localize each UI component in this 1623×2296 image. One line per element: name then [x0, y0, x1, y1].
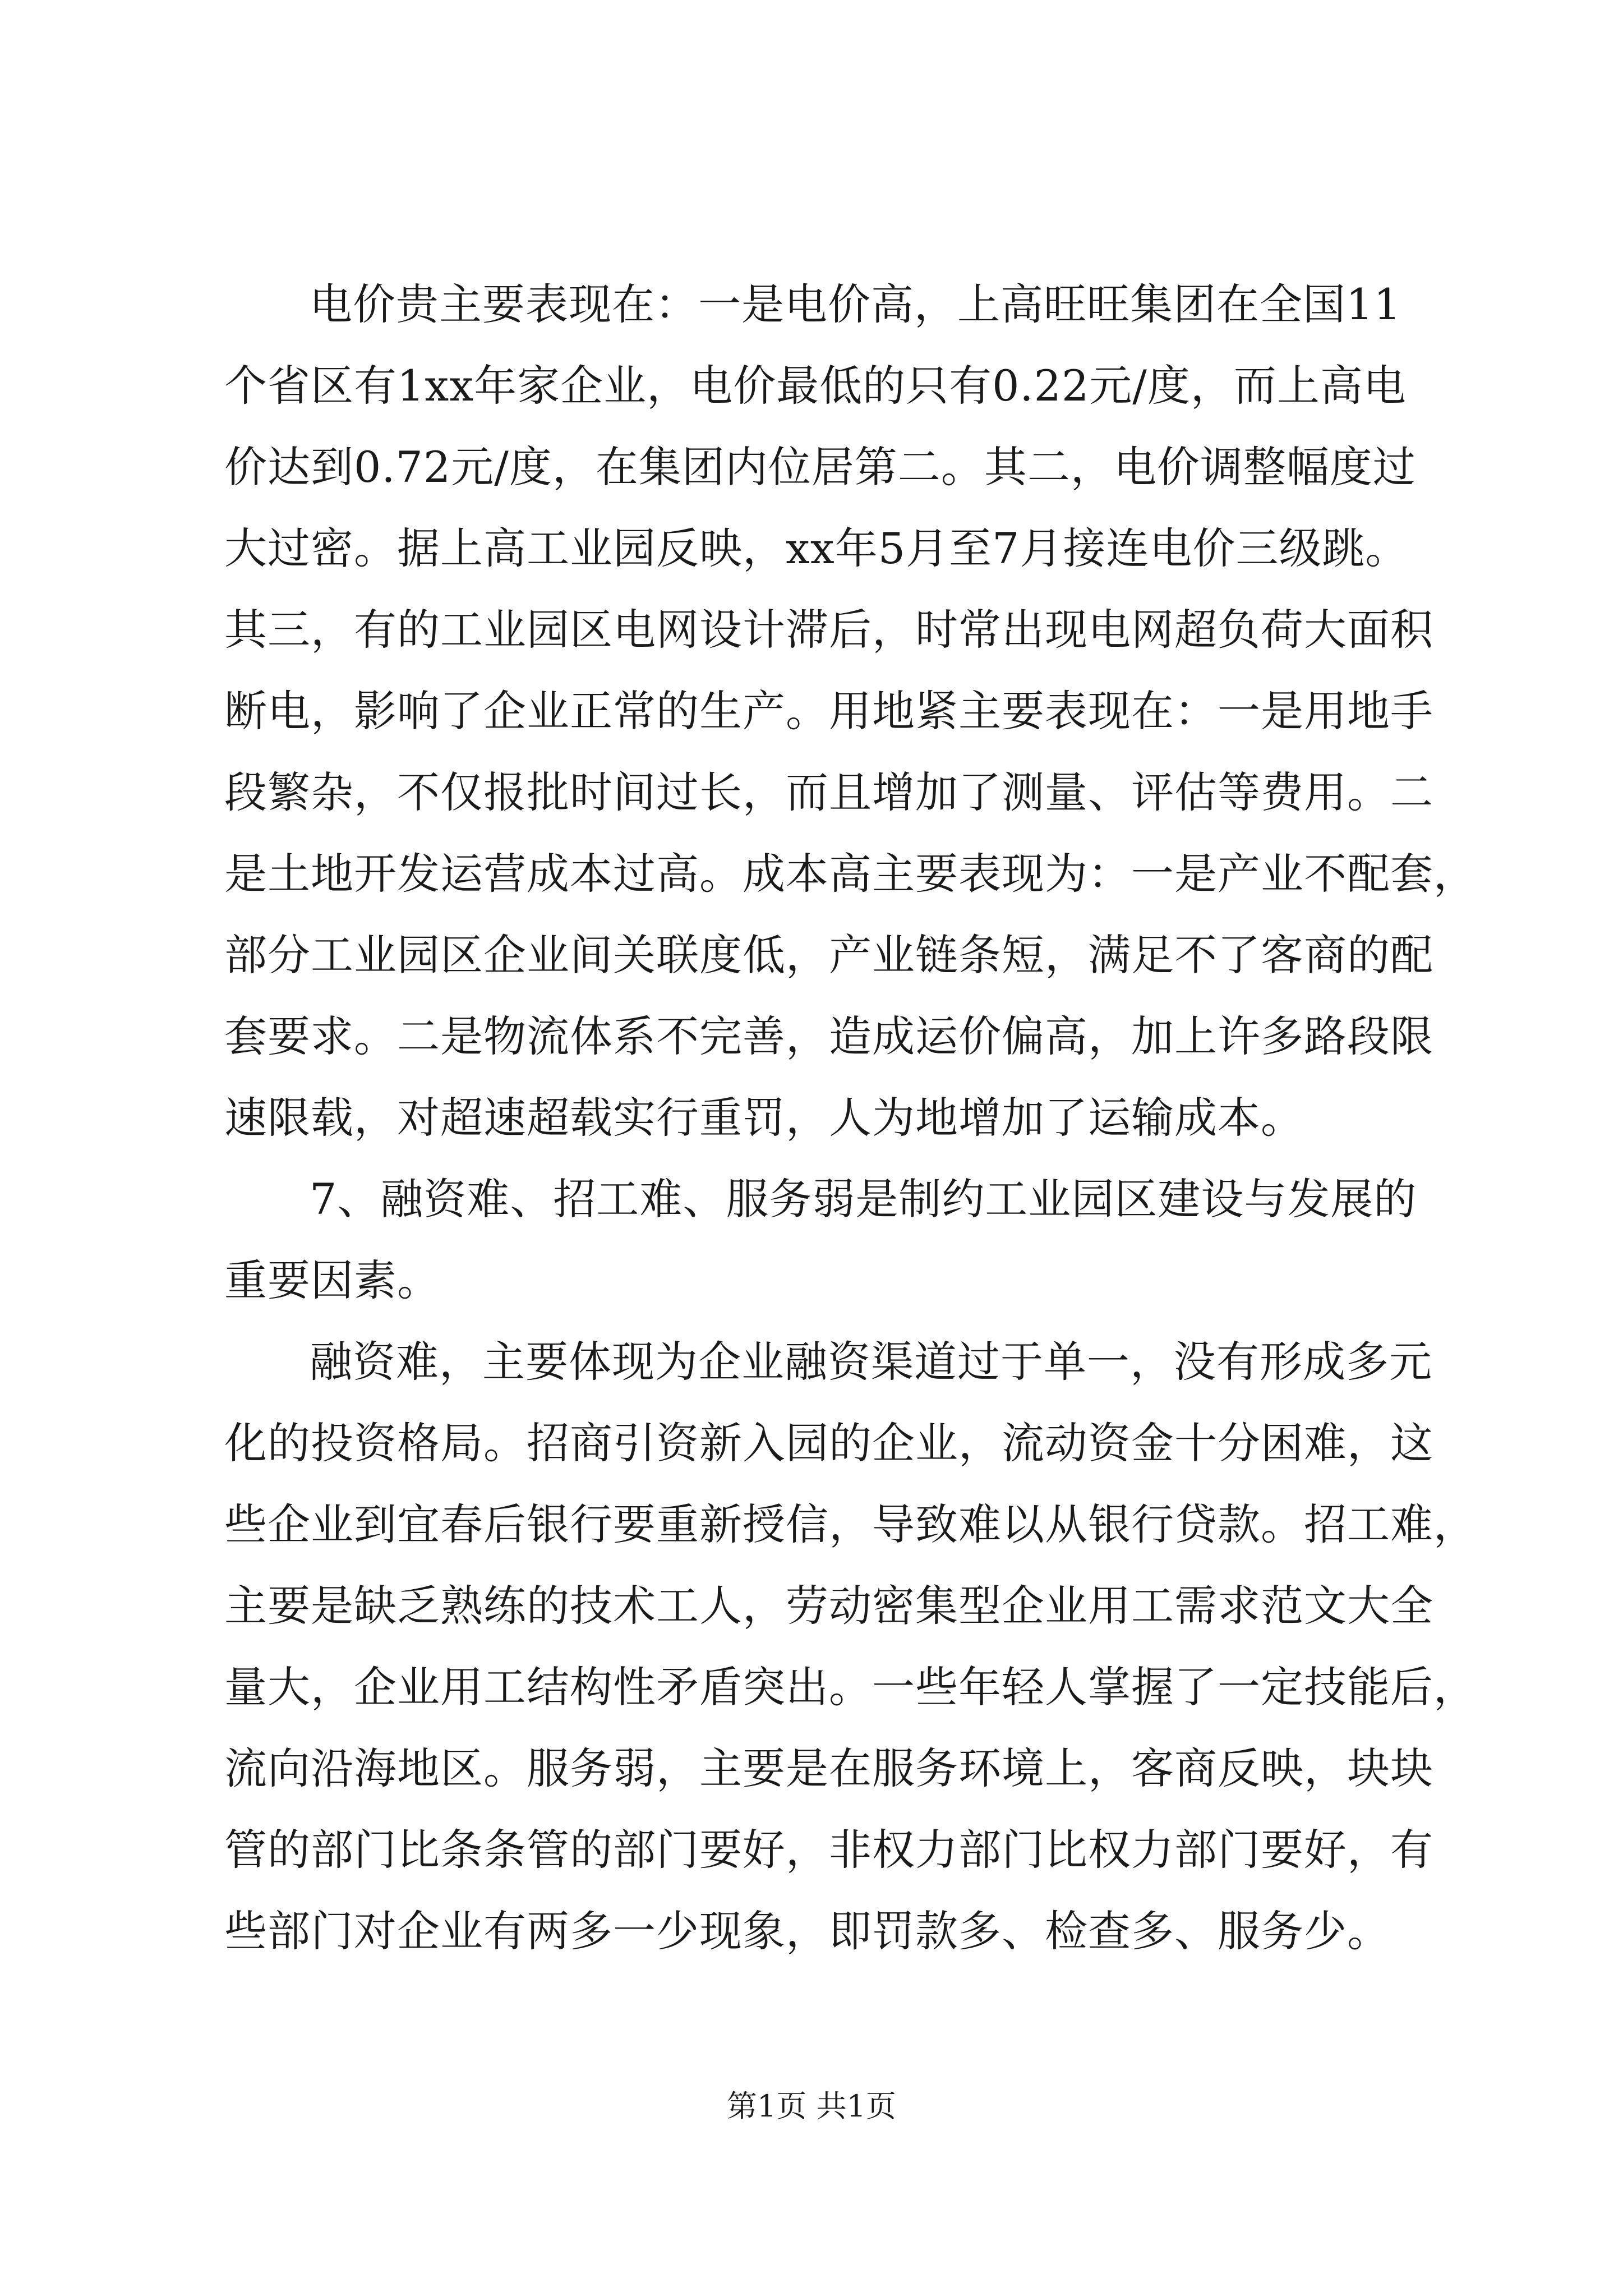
- page-number-label: 第1页 共1页: [727, 2088, 896, 2124]
- text-line: 电价贵主要表现在：一是电价高，上高旺旺集团在全国11: [310, 279, 1401, 329]
- paragraph-section-7-heading: [224, 1158, 1417, 1321]
- text-line: 断电，影响了企业正常的生产。用地紧主要表现在：一是用地手: [224, 686, 1433, 736]
- paragraph-electricity-land-cost: [224, 264, 1477, 1158]
- text-line: 个省区有1xx年家企业，电价最低的只有0.22元/度，而上高电: [224, 361, 1407, 411]
- text-line: 其三，有的工业园区电网设计滞后，时常出现电网超负荷大面积: [224, 605, 1433, 655]
- document-body: [224, 264, 1477, 1972]
- text-line: 化的投资格局。招商引资新入园的企业，流动资金十分困难，这: [224, 1418, 1433, 1468]
- text-line: 价达到0.72元/度，在集团内位居第二。其二，电价调整幅度过: [224, 442, 1416, 492]
- text-line: 些部门对企业有两多一少现象，即罚款多、检查多、服务少。: [224, 1906, 1390, 1956]
- text-line: 是土地开发运营成本过高。成本高主要表现为：一是产业不配套，: [224, 849, 1477, 899]
- text-line: 部分工业园区企业间关联度低，产业链条短，满足不了客商的配: [224, 930, 1433, 980]
- text-line: 段繁杂，不仅报批时间过长，而且增加了测量、评估等费用。二: [224, 767, 1433, 817]
- text-line: 些企业到宜春后银行要重新授信，导致难以从银行贷款。招工难，: [224, 1499, 1477, 1549]
- text-line: 大过密。据上高工业园反映，xx年5月至7月接连电价三级跳。: [224, 523, 1409, 573]
- text-line: 流向沿海地区。服务弱，主要是在服务环境上，客商反映，块块: [224, 1743, 1433, 1793]
- page-footer: [0, 2087, 1623, 2126]
- text-line: 管的部门比条条管的部门要好，非权力部门比权力部门要好，有: [224, 1825, 1433, 1875]
- text-line: 融资难，主要体现为企业融资渠道过于单一，没有形成多元: [310, 1337, 1432, 1387]
- text-line: 主要是缺乏熟练的技术工人，劳动密集型企业用工需求范文大全: [224, 1581, 1433, 1631]
- text-line: 速限载，对超速超载实行重罚，人为地增加了运输成本。: [224, 1093, 1304, 1143]
- text-line: 重要因素。: [224, 1255, 440, 1305]
- paragraph-financing-labor-service: [224, 1321, 1477, 1972]
- text-line: 套要求。二是物流体系不完善，造成运价偏高，加上许多路段限: [224, 1011, 1433, 1061]
- text-line: 7、融资难、招工难、服务弱是制约工业园区建设与发展的: [310, 1174, 1417, 1224]
- text-line: 量大，企业用工结构性矛盾突出。一些年轻人掌握了一定技能后，: [224, 1662, 1477, 1712]
